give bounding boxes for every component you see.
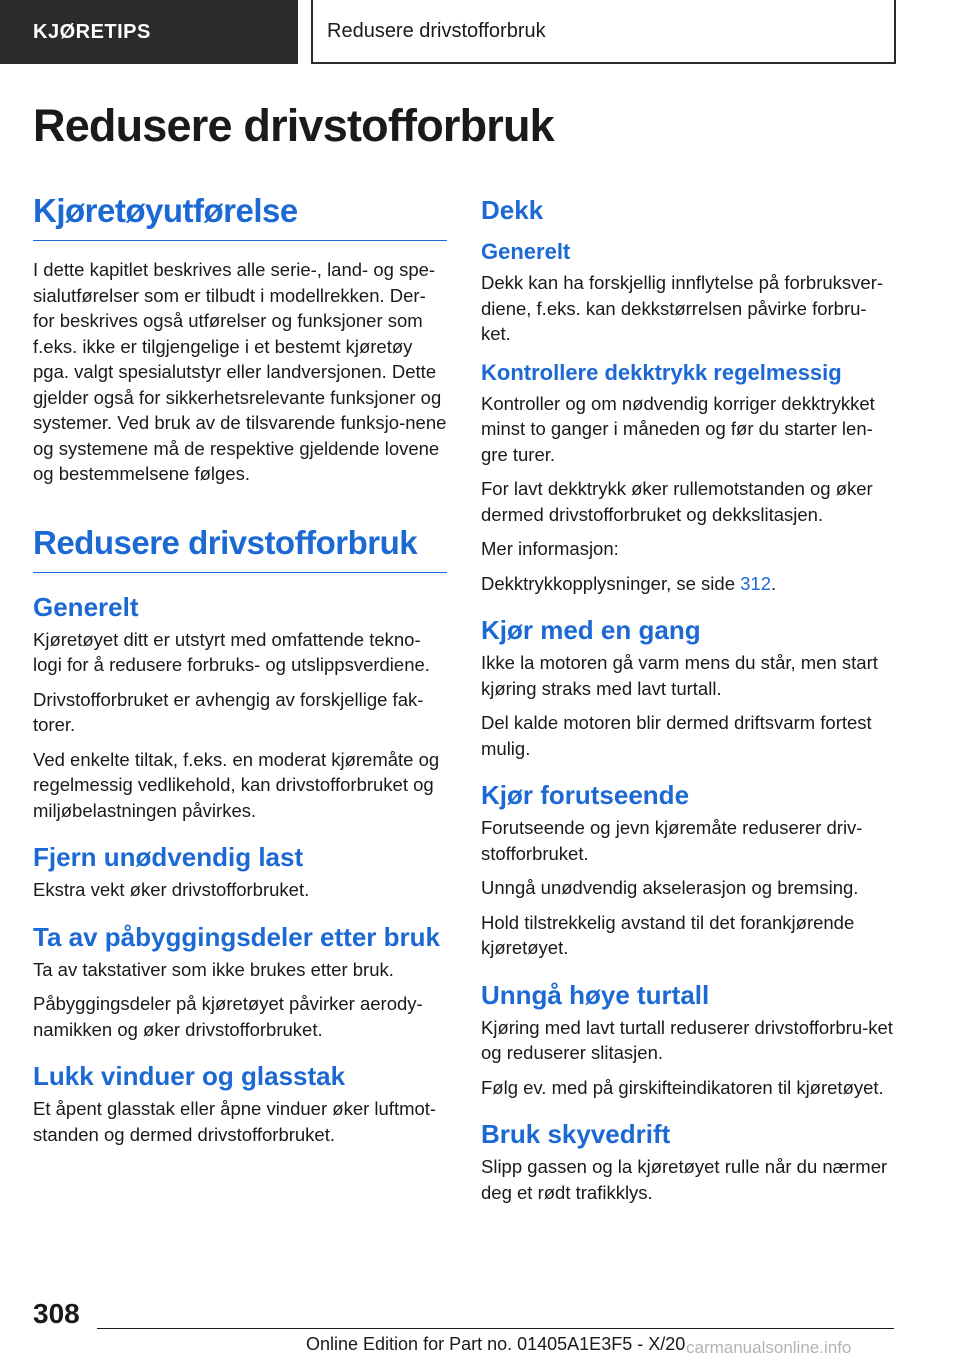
heading-vehicle-version: Kjøretøyutførelse — [33, 186, 447, 241]
heading-remove-attachments: Ta av påbyggingsdeler etter bruk — [33, 921, 440, 952]
right-column — [481, 186, 895, 1214]
paragraph-drive-1: Ikke la motoren gå varm mens du står, men start kjøring straks med lavt turtall. — [481, 652, 878, 699]
paragraph-attachments-2: Påbyggingsdeler på kjøretøyet påvirker aerody-namikken og øker drivstofforbruket. — [33, 993, 423, 1040]
paragraph-pressure-ref — [481, 571, 895, 597]
paragraph-revs-1: Kjøring med lavt turtall reduserer drivstofforbru-ket og reduserer slitasjen. — [481, 1016, 893, 1063]
heading-drive-immediately: Kjør med en gang — [481, 615, 701, 645]
paragraph-anticipate-1: Forutseende og jevn kjøremåte reduserer driv-stofforbruket. — [481, 817, 863, 864]
paragraph-close-windows: Et åpent glasstak eller åpne vinduer øker luftmot-standen og dermed drivstofforbruket. — [33, 1098, 437, 1145]
paragraph-general-1: Kjøretøyet ditt er utstyrt med omfattende tekno-logi for å redusere forbruks- og utslippsverdiene. — [33, 628, 430, 675]
paragraph-revs-2: Følg ev. med på girskifteindikatoren til kjøretøyet. — [481, 1076, 884, 1098]
paragraph-general-3: Ved enkelte tiltak, f.eks. en moderat kjøremåte og regelmessig vedlikehold, kan drivstofforbruket og miljøbelastningen påvirkes. — [33, 748, 440, 821]
chapter-label: Redusere drivstofforbruk — [327, 19, 546, 42]
heading-general: Generelt — [33, 591, 139, 622]
heading-avoid-high-revs: Unngå høye turtall — [481, 979, 710, 1010]
paragraph-anticipate-3: Hold tilstrekkelig avstand til det forankjørende kjøretøyet. — [481, 911, 855, 958]
chapter-tab — [311, 0, 896, 64]
page-title: Redusere drivstofforbruk — [33, 100, 554, 151]
paragraph-vehicle-version: I dette kapitlet beskrives alle serie-, land- og spe-sialutførelser som er tilbudt i modellrekken. Der-for beskrives også utførelser og funksjoner som f.eks. ikke er tilgjengelige i et bestemt kjøretøy pga. valgt spesialutstyr eller landversjonen. Dette gjelder også for sikkerhetsrelevante funksjoner og systemer. Ved bruk av de tilsvarende funksjo-nene og systemene må de respektive gjeldende lovene og bestemmelsene følges. — [33, 259, 447, 484]
pressure-ref-text: Dekktrykkopplysninger, se side — [481, 572, 741, 594]
paragraph-general-2: Drivstofforbruket er avhengig av forskjellige fak-torer. — [33, 688, 424, 735]
paragraph-pressure-3: Mer informasjon: — [481, 538, 619, 559]
paragraph-anticipate-2: Unngå unødvendig akselerasjon og bremsing. — [481, 877, 859, 898]
heading-remove-load: Fjern unødvendig last — [33, 842, 304, 872]
paragraph-tires-general: Dekk kan ha forskjellig innflytelse på forbruksver-diene, f.eks. kan dekkstørrelsen påvirke forbru-ket. — [481, 272, 884, 344]
heading-anticipate: Kjør forutseende — [481, 780, 690, 810]
page-reference-link[interactable]: 312 — [740, 572, 771, 594]
paragraph-drive-2: Del kalde motoren blir dermed driftsvarm fortest mulig. — [481, 712, 872, 759]
section-label: KJØRETIPS — [33, 20, 151, 43]
pressure-ref-dot: . — [771, 572, 777, 594]
footer-divider — [97, 1328, 894, 1329]
heading-tires: Dekk — [481, 195, 544, 225]
paragraph-attachments-1: Ta av takstativer som ikke brukes etter bruk. — [33, 958, 394, 980]
heading-check-pressure: Kontrollere dekktrykk regelmessig — [481, 359, 842, 385]
heading-tires-general: Generelt — [481, 239, 571, 264]
heading-coasting: Bruk skyvedrift — [481, 1119, 671, 1149]
paragraph-remove-load: Ekstra vekt øker drivstofforbruket. — [33, 879, 310, 900]
section-tab — [0, 0, 298, 64]
heading-reduce-fuel: Redusere drivstofforbruk — [33, 518, 447, 573]
watermark: carmanualsonline.info — [686, 1338, 852, 1357]
paragraph-pressure-2: For lavt dekktrykk øker rullemotstanden og øker dermed drivstofforbruket og dekkslitasjen. — [481, 478, 873, 525]
page-number: 308 — [33, 1298, 80, 1329]
paragraph-pressure-1: Kontroller og om nødvendig korriger dekktrykket minst to ganger i måneden og før du starter len-gre turer. — [481, 392, 875, 465]
edition-footer: Online Edition for Part no. 01405A1E3F5 - X/20 — [306, 1334, 686, 1354]
heading-close-windows: Lukk vinduer og glasstak — [33, 1061, 346, 1091]
paragraph-coasting: Slipp gassen og la kjøretøyet rulle når du nærmer deg et rødt trafikklys. — [481, 1156, 888, 1203]
left-column — [33, 186, 447, 1156]
